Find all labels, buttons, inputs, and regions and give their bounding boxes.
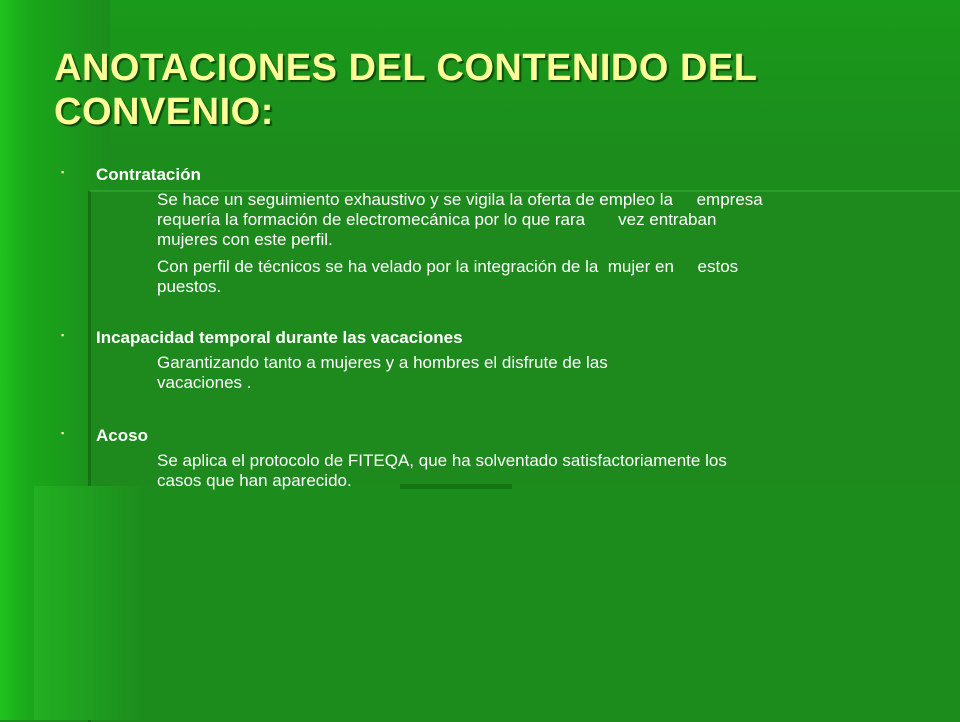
paragraph-line: Se hace un seguimiento exhaustivo y se vigila la oferta de empleo la empresa bbox=[157, 190, 763, 209]
paragraph-line: requería la formación de electromecánica por lo que rara vez entraban bbox=[157, 210, 717, 229]
bullet-icon: ▪ bbox=[61, 167, 65, 177]
section-paragraph bbox=[157, 353, 927, 393]
section-paragraph bbox=[157, 257, 927, 297]
paragraph-line: Garantizando tanto a mujeres y a hombres el disfrute de las bbox=[157, 353, 608, 372]
section-heading-incapacidad: Incapacidad temporal durante las vacaciones bbox=[96, 328, 463, 347]
section-heading-acoso: Acoso bbox=[96, 426, 148, 445]
bullet-icon: ▪ bbox=[61, 428, 65, 438]
paragraph-line: vacaciones . bbox=[157, 373, 252, 392]
bullet-icon: ▪ bbox=[61, 330, 65, 340]
section-paragraph bbox=[157, 451, 927, 491]
section-paragraph bbox=[157, 190, 927, 250]
paragraph-line: puestos. bbox=[157, 277, 222, 296]
paragraph-line: mujeres con este perfil. bbox=[157, 230, 333, 249]
slide-title: ANOTACIONES DEL CONTENIDO DEL CONVENIO: bbox=[54, 47, 757, 133]
section-heading-contratacion: Contratación bbox=[96, 165, 201, 184]
paragraph-line: Se aplica el protocolo de FITEQA, que ha solventado satisfactoriamente los bbox=[157, 451, 727, 470]
paragraph-line: Con perfil de técnicos se ha velado por la integración de la mujer en estos bbox=[157, 257, 739, 276]
paragraph-line: casos que han aparecido. bbox=[157, 471, 352, 490]
